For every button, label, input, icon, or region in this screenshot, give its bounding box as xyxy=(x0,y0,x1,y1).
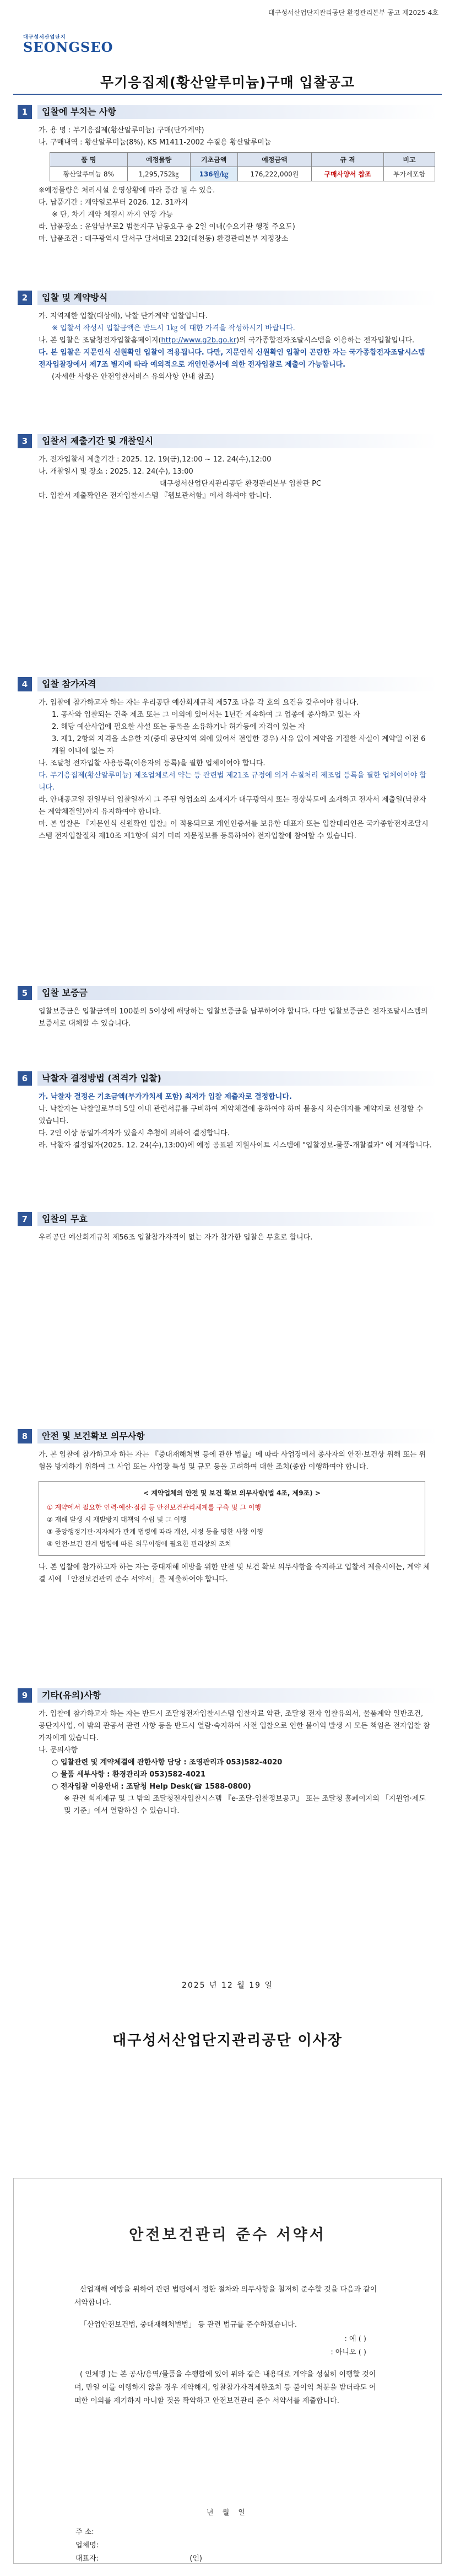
section-number: 4 xyxy=(18,677,32,691)
pledge-paragraph-2: 「산업안전보건법, 중대재해처벌법」 등 관련 법규를 준수하겠습니다. xyxy=(80,2321,297,2329)
section-3 xyxy=(13,433,442,502)
section-number: 8 xyxy=(18,1429,32,1443)
item-b: 나. 본 입찰에 참가하고자 하는 자는 중대재해 예방을 위한 안전 및 보건 확보 의무사항을 숙지하고 입찰서 제출시에는, 계약 체결 시에 「안전보건관리 준수 서약서」를 제출하여야 합니다. xyxy=(39,1563,430,1584)
table-header: 기초금액 xyxy=(190,153,237,167)
title-rule xyxy=(13,94,442,95)
item-c: 다. 무기응집제(황산알루미늄) 제조업체로서 약는 등 관련법 제21조 규정에 의거 수질처리 제조업 등록을 필한 업체이어야 합니다. xyxy=(39,771,427,792)
section-header xyxy=(13,289,442,306)
item-b xyxy=(39,335,432,347)
item-d: 라. 안내공고일 전일부터 입찰일까지 그 주된 영업소의 소재지가 대구광역시 또는 경상북도에 소재하고 전자서 제출일(낙찰자는 계약체결일)까지 유지하여야 합니다. xyxy=(39,796,426,816)
table-header: 비고 xyxy=(384,153,435,167)
section-number: 5 xyxy=(18,986,32,1000)
notice-page-1 xyxy=(13,6,442,634)
item-b-text-2: )의 국가종합전자조달시스템을 이용하는 전자입찰입니다. xyxy=(236,336,415,345)
obligation-box xyxy=(39,1481,425,1556)
pledge-body xyxy=(74,2283,383,2417)
item-d: 라. 낙찰자 결정일자(2025. 12. 24(수),13:00)에 예정 공표된 지원사이트 시스템에 "입찰정보-물품-개찰결과" 에 게재합니다. xyxy=(39,1141,432,1150)
table-header: 규 격 xyxy=(312,153,384,167)
item-b-text-1: 나. 본 입찰은 조달청전자입찰홈페이지( xyxy=(39,336,161,345)
sign-date: 2025 년 12 월 19 일 xyxy=(181,1981,274,1990)
item-c-note: ※ 단, 차기 계약 체결시 까지 연장 가능 xyxy=(52,211,173,219)
section-header xyxy=(13,676,442,693)
section-header xyxy=(13,1687,442,1704)
section-9 xyxy=(13,1687,442,1817)
item-c: 다. 입찰서 제출확인은 전자입찰시스템 『웹보관서함』에서 하셔야 합니다. xyxy=(39,492,272,500)
section-text: 입찰보증금은 입찰금액의 100분의 5이상에 해당하는 입찰보증금을 납부하여야 합니다. 다만 입찰보증금은 전자조달시스템의 보증서로 대체할 수 있습니다. xyxy=(39,1007,428,1028)
item-b: 나. 조달청 전자입찰 사용등록(이용자의 등록)을 필한 업체이어야 합니다. xyxy=(39,759,266,768)
contact-2: ○ 물품 세부사항 : 환경관리과 053)582-4021 xyxy=(52,1770,206,1779)
item-a1: 1. 공사와 입찰되는 건축 제조 또는 그 이외에 있어서는 1년간 계속하여 그 업종에 종사하고 있는 자 xyxy=(52,711,360,719)
section-body xyxy=(13,693,442,842)
section-text: 우리공단 예산회계규칙 제56조 입찰참가자격이 없는 자가 참가한 입찰은 무효로 합니다. xyxy=(39,1233,313,1242)
seal-mark: (인) xyxy=(189,2554,202,2563)
section-title: 기타(유의)사항 xyxy=(37,1688,437,1703)
section-8 xyxy=(13,1428,442,1586)
option-yes-label: : 예 ( ) xyxy=(344,2335,366,2343)
section-body xyxy=(13,449,442,502)
pledge-paragraph-3: ( 인체명 )는 본 공사/용역/물품을 수행함에 있어 위와 같은 내용대로 계약을 성실히 이행할 것이며, 만일 이를 이행하지 않을 경우 계약해지, 입찰참가자격제한조치 등 불이익 처분을 받더라도 어떠한 이의를 제기하지 아니할 것을 확약하고 안전보건관리 준수 서약서를 제출합니다. xyxy=(74,2370,376,2405)
item-c: 다. 납품기간 : 계약일로부터 2026. 12. 31까지 xyxy=(39,198,188,207)
table-header: 예정금액 xyxy=(237,153,312,167)
item-a: 가. 전자입찰서 제출기간 : 2025. 12. 19(금),12:00 ~ 12. 24(수),12:00 xyxy=(39,455,272,464)
g2b-link[interactable]: http://www.g2b.go.kr xyxy=(161,336,237,345)
section-body-2 xyxy=(13,1561,442,1586)
section-header xyxy=(13,1211,442,1227)
section-title: 입찰 보증금 xyxy=(37,986,437,1000)
item-b-note: ※예정물량은 처리시설 운영상황에 따라 증감 될 수 있음. xyxy=(39,186,215,195)
table-cell: 황산알루미늄 8% xyxy=(50,167,128,181)
section-title: 입찰 참가자격 xyxy=(37,677,437,691)
item-b: 나. 낙찰자는 낙찰일로부터 5일 이내 관련서류를 구비하여 계약체결에 응하여야 하며 불응시 차순위자를 계약자로 선정할 수 있습니다. xyxy=(39,1105,424,1125)
section-title: 입찰에 부치는 사항 xyxy=(37,105,437,119)
table-row xyxy=(50,167,435,181)
contact-note: ※ 관련 회계제규 및 그 밖의 조달청전자입찰시스템 『e-조달-입찰정보공고』 또는 조달청 홈페이지의 「지원업·제도 및 기준」에서 열람하실 수 있습니다. xyxy=(64,1795,426,1815)
pledge-page xyxy=(13,2178,442,2564)
item-a: 가. 낙찰자 결정은 기초금액(부가가치세 포함) 최저가 입찰 제출자로 결정합니다. xyxy=(39,1093,292,1101)
item-c: 다. 2인 이상 동일가격자가 있을시 추첨에 의하여 결정합니다. xyxy=(39,1129,230,1137)
logo-big-text: SEONGSEO xyxy=(23,39,113,55)
obligation-item-3: ③ 중앙행정기관·지자체가 관계 법령에 따라 개선, 시정 등을 명한 사항 이행 xyxy=(47,1528,263,1536)
item-a2: 2. 해당 예산사업에 필요한 사설 또는 등록을 소유하거나 허가등에 자격이 있는 자 xyxy=(52,723,305,731)
logo-small-text: 대구성서산업단지 xyxy=(23,35,66,40)
item-d: 라. 납품장소 : 운암남부로2 범물지구 남동요구 층 2일 이내(수요기관 행정 주요도) xyxy=(39,223,295,231)
section-body xyxy=(13,120,442,245)
section-header xyxy=(13,433,442,449)
table-cell: 176,222,000원 xyxy=(237,167,312,181)
section-number: 3 xyxy=(18,434,32,448)
section-1 xyxy=(13,104,442,245)
table-header: 예정물량 xyxy=(127,153,190,167)
doc-number: 대구성서산업단지관리공단 환경관리본부 공고 제2025-4호 xyxy=(268,9,438,17)
section-body xyxy=(13,1445,442,1473)
item-a-note: ※ 입찰서 작성시 입찰금액은 반드시 1㎏ 에 대한 가격을 작성하시기 바랍니다. xyxy=(52,324,295,332)
pledge-title: 안전보건관리 준수 서약서 xyxy=(129,2226,326,2244)
item-a3: 3. 제1, 2항의 자격을 소유한 자(중대 공단지역 외에 있어서 전입한 경우) 사유 없이 계약을 거절한 사실이 계약일 이전 6개월 이내에 없는 자 xyxy=(52,735,426,755)
contact-3: ○ 전자입찰 이용안내 : 조달청 Help Desk(☎ 1588-0800) xyxy=(52,1783,251,1791)
section-number: 2 xyxy=(18,291,32,305)
section-title: 입찰 및 계약방식 xyxy=(37,291,437,305)
section-number: 1 xyxy=(18,105,32,119)
representative-label: 대표자: xyxy=(75,2554,99,2563)
signature-block xyxy=(75,2526,202,2566)
section-header xyxy=(13,1428,442,1445)
pledge-date: 년 월 일 xyxy=(207,2509,248,2517)
section-6 xyxy=(13,1070,442,1152)
section-header xyxy=(13,1070,442,1087)
company-label: 업체명: xyxy=(75,2541,99,2550)
item-a: 가. 지역제한 입찰(대상에), 낙찰 단가계약 입찰입니다. xyxy=(39,312,208,320)
pledge-paragraph-1: 산업재해 예방을 위하여 관련 법령에서 정한 절차와 의무사항을 철저히 준수할 것을 다음과 같이 서약합니다. xyxy=(74,2285,377,2307)
section-5 xyxy=(13,985,442,1030)
section-title: 낙찰자 결정방법 (적격가 입찰) xyxy=(37,1071,437,1086)
representative-line xyxy=(75,2552,202,2566)
section-body xyxy=(13,1704,442,1817)
page-title: 무기응집제(황산알루미늄)구매 입찰공고 xyxy=(100,74,355,90)
address-line xyxy=(75,2526,202,2539)
company-line xyxy=(75,2539,202,2552)
item-a: 가. 입찰에 참가하고자 하는 자는 우리공단 예산회계규칙 제57조 다음 각 호의 요건을 갖추어야 합니다. xyxy=(39,699,359,707)
item-b: 나. 개찰일시 및 장소 : 2025. 12. 24(수), 13:00 xyxy=(39,468,193,476)
table-cell: 136원/㎏ xyxy=(190,167,237,181)
item-a: 가. 입찰에 참가하고자 하는 자는 반드시 조달청전자입찰시스템 입찰자료 약관, 조달청 전자 입찰유의서, 물품계약 일반조건, 공단지사업, 이 밖의 관공서 관련 사항 등을 반드시 열람·숙지하여 사전 입찰으로 인한 불이익 발생 시 모든 책임은 전자입찰 참가자에게 있습니다. xyxy=(39,1710,430,1742)
contact-1: ○ 입찰관련 및 계약체결에 관한사항 담당 : 조영관리과 053)582-4020 xyxy=(52,1758,283,1767)
item-c: 다. 본 입찰은 지문인식 신원확인 입찰이 적용됩니다. 다만, 지문인식 신원확인 입찰이 곤란한 자는 국가종합전자조달시스템 전자입찰장에서 제7조 별지에 따라 예외적으로 개인인증서에 의한 전자입찰로 제출이 가능합니다. xyxy=(39,348,425,369)
section-4 xyxy=(13,676,442,842)
section-title: 입찰의 무효 xyxy=(37,1212,437,1226)
obligation-item-1: ① 계약에서 필요한 인력·예산·점검 등 안전보건관리체계를 구축 및 그 이행 xyxy=(47,1504,261,1511)
item-e: 마. 본 입찰은 『지문인식 신원확인 입찰』이 적용되므로 개인인증서를 보유한 대표자 또는 입찰대리인은 국가종합전자조달시스템 전자입찰절차 제10조 제1항에 의거 미리 지문정보를 등록하여야 전자입찰에 참여할 수 있습니다. xyxy=(39,820,429,840)
section-number: 9 xyxy=(18,1688,32,1703)
item-b: 나. 문의사항 xyxy=(39,1746,78,1754)
section-body xyxy=(13,1001,442,1030)
spec-table xyxy=(50,152,435,181)
obligation-item-2: ② 재해 발생 시 재발방지 대책의 수립 및 그 이행 xyxy=(47,1516,187,1523)
pledge-option-yes[interactable] xyxy=(74,2333,383,2346)
title-wrap xyxy=(13,72,442,92)
item-b-place: 대구성서산업단지관리공단 환경관리본부 입찰관 PC xyxy=(160,480,322,488)
notice-page-3 xyxy=(13,1412,442,2145)
section-header xyxy=(13,985,442,1001)
section-2 xyxy=(13,289,442,383)
section-body xyxy=(13,1087,442,1152)
option-no-label: : 아니오 ( ) xyxy=(331,2348,366,2357)
obligation-item-4: ④ 안전·보건 관계 법령에 따른 의무이행에 필요한 관리상의 조치 xyxy=(47,1540,231,1548)
pledge-option-no[interactable] xyxy=(74,2346,383,2359)
item-c-note: (자세한 사항은 안전입찰서비스 유의사항 안내 참조) xyxy=(52,373,214,381)
table-header: 품 명 xyxy=(50,153,128,167)
table-cell: 1,295,752㎏ xyxy=(127,167,190,181)
section-body xyxy=(13,1227,442,1244)
org-signature: 대구성서산업단지관리공단 이사장 xyxy=(112,2032,343,2049)
notice-page-2 xyxy=(13,659,442,1376)
item-b: 나. 구매내역 : 황산알루미늄(8%), KS M1411-2002 수질용 황산알루미늄 xyxy=(39,138,272,147)
table-header-row xyxy=(50,153,435,167)
section-body xyxy=(13,306,442,383)
section-7 xyxy=(13,1211,442,1244)
item-e: 마. 납품조건 : 대구광역시 달서구 달서대로 232(대천동) 환경관리본부 지정장소 xyxy=(39,235,289,243)
section-title: 입찰서 제출기간 및 개찰일시 xyxy=(37,434,437,448)
section-number: 7 xyxy=(18,1212,32,1226)
item-a: 가. 용 명 : 무기응집제(황산알루미늄) 구매(단가계약) xyxy=(39,126,204,135)
section-title: 안전 및 보건확보 의무사항 xyxy=(37,1429,437,1443)
obligation-box-title: < 계약업체의 안전 및 보건 확보 의무사항(법 4조, 제9조) > xyxy=(143,1489,321,1497)
org-logo xyxy=(23,33,113,55)
table-cell: 구매사양서 참조 xyxy=(312,167,384,181)
address-label: 주 소: xyxy=(75,2528,94,2536)
section-header xyxy=(13,104,442,120)
section-number: 6 xyxy=(18,1071,32,1086)
table-cell: 부가세포함 xyxy=(384,167,435,181)
item-a: 가. 본 입찰에 참가하고자 하는 자는 『중대재해처벌 등에 관한 법률』에 따라 사업장에서 종사자의 안전·보건상 위해 또는 위험을 방지하기 위하여 그 사업 또는 사업장 특성 및 규모 등을 고려하여 대한 조치(종합 이행하여야 합니다. xyxy=(39,1451,426,1471)
